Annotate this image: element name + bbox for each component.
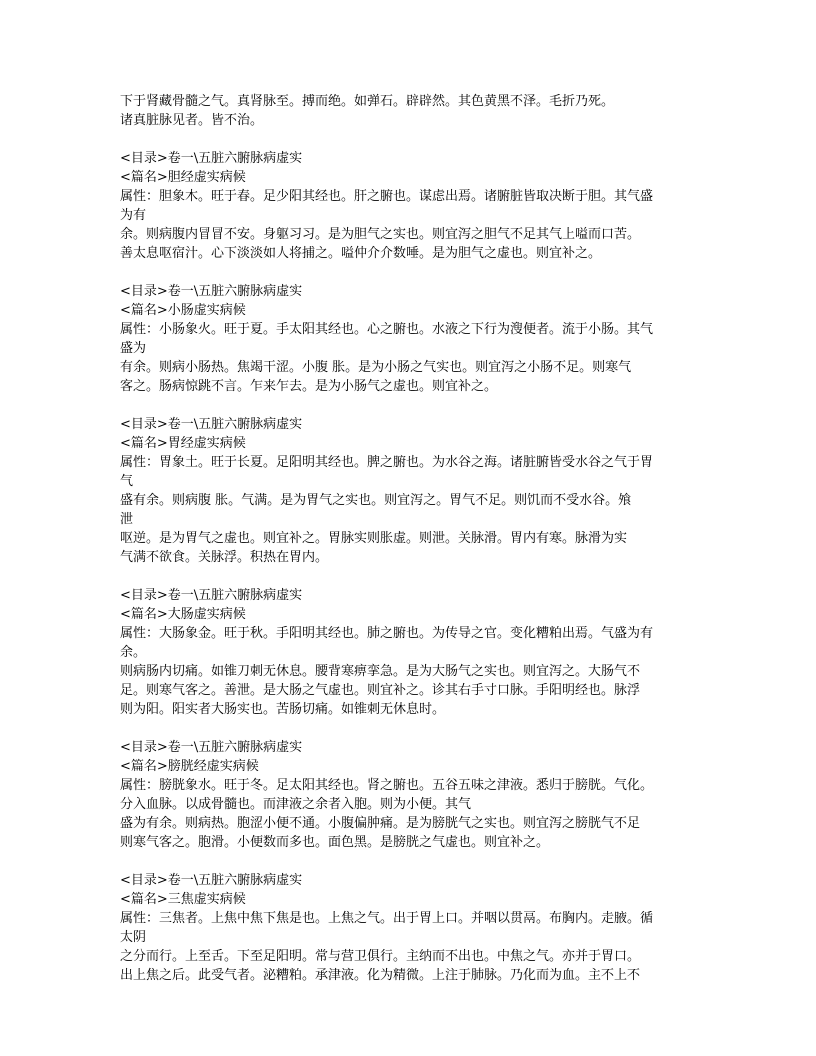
body-text-line: 气 <box>120 474 134 489</box>
body-text-line: 盛为有余。则病热。胞涩小便不通。小腹偏肿痛。是为膀胱气之实也。则宜泻之膀胱气不足 <box>120 816 641 831</box>
section-block <box>120 871 700 985</box>
body-text-line: 属性：膀胱象水。旺于冬。足太阳其经也。肾之腑也。五谷五味之津液。悉归于膀胱。气化。 <box>120 778 654 793</box>
body-text-line: 足。则寒气客之。善泄。是大肠之气虚也。则宜补之。诊其右手寸口脉。手阳明经也。脉浮 <box>120 683 641 698</box>
catalog-heading: <目录>卷一\五脏六腑脉病虚实 <box>120 151 303 166</box>
body-text-line: 分入血脉。以成骨髓也。而津液之余者入胞。则为小便。其气 <box>120 797 472 812</box>
body-text-line: 为有 <box>120 208 147 223</box>
body-text-line: 则寒气客之。胞滑。小便数而多也。面色黑。是膀胱之气虚也。则宜补之。 <box>120 835 550 850</box>
body-text-line: 太阴 <box>120 930 147 945</box>
body-text-line: 气满不欲食。关脉浮。积热在胃内。 <box>120 550 329 565</box>
paragraph-gap <box>120 852 700 871</box>
section-block <box>120 738 700 852</box>
section-block <box>120 415 700 567</box>
body-text-line: 有余。则病小肠热。焦竭干涩。小腹 胀。是为小肠之气实也。则宜泻之小肠不足。则寒气 <box>120 360 632 375</box>
body-text-line: 余。 <box>120 645 147 660</box>
body-text-line: 善太息呕宿汁。心下淡淡如人将捕之。嗌仲介介数唾。是为胆气之虚也。则宜补之。 <box>120 246 602 261</box>
body-text-line: 泄 <box>120 512 134 527</box>
section-block <box>120 149 700 263</box>
catalog-heading: <目录>卷一\五脏六腑脉病虚实 <box>120 284 303 299</box>
body-text-line: 余。则病腹内冒冒不安。身躯习习。是为胆气之实也。则宜泻之胆气不足其气上嗌而口苦。 <box>120 227 641 242</box>
body-text-line: 则病肠内切痛。如锥刀刺无休息。腰背寒痹挛急。是为大肠气之实也。则宜泻之。大肠气不 <box>120 664 641 679</box>
body-text-line: 属性：小肠象火。旺于夏。手太阳其经也。心之腑也。水液之下行为溲便者。流于小肠。其气 <box>120 322 654 337</box>
body-text-line: 之分而行。上至舌。下至足阳明。常与营卫俱行。主纳而不出也。中焦之气。亦并于胃口。 <box>120 949 641 964</box>
paragraph-gap <box>120 567 700 586</box>
chapter-title: <篇名>大肠虚实病候 <box>120 607 246 622</box>
intro-paragraph <box>120 92 700 130</box>
chapter-title: <篇名>胃经虚实病候 <box>120 436 246 451</box>
body-text-line: 诸真脏脉见者。皆不治。 <box>120 113 264 128</box>
paragraph-gap <box>120 130 700 149</box>
body-text-line: 客之。肠病惊跳不言。乍来乍去。是为小肠气之虚也。则宜补之。 <box>120 379 498 394</box>
paragraph-gap <box>120 719 700 738</box>
catalog-heading: <目录>卷一\五脏六腑脉病虚实 <box>120 417 303 432</box>
body-text-line: 属性：大肠象金。旺于秋。手阳明其经也。肺之腑也。为传导之官。变化糟粕出焉。气盛为有 <box>120 626 654 641</box>
body-text-line: 呕逆。是为胃气之虚也。则宜补之。胃脉实则胀虚。则泄。关脉滑。胃内有寒。脉滑为实 <box>120 531 628 546</box>
catalog-heading: <目录>卷一\五脏六腑脉病虚实 <box>120 740 303 755</box>
body-text-line: 属性：胃象土。旺于长夏。足阳明其经也。脾之腑也。为水谷之海。诸脏腑皆受水谷之气于胃 <box>120 455 654 470</box>
body-text-line: 盛有余。则病腹 胀。气满。是为胃气之实也。则宜泻之。胃气不足。则饥而不受水谷。飧 <box>120 493 632 508</box>
section-block <box>120 586 700 719</box>
body-text-line: 下于肾藏骨髓之气。真肾脉至。搏而绝。如弹石。辟辟然。其色黄黑不泽。毛折乃死。 <box>120 94 615 109</box>
section-block <box>120 282 700 396</box>
catalog-heading: <目录>卷一\五脏六腑脉病虚实 <box>120 588 303 603</box>
chapter-title: <篇名>胆经虚实病候 <box>120 170 246 185</box>
document-page <box>120 92 700 985</box>
chapter-title: <篇名>膀胱经虚实病候 <box>120 759 259 774</box>
body-text-line: 盛为 <box>120 341 147 356</box>
chapter-title: <篇名>小肠虚实病候 <box>120 303 246 318</box>
body-text-line: 属性：胆象木。旺于春。足少阳其经也。肝之腑也。谋虑出焉。诸腑脏皆取决断于胆。其气盛 <box>120 189 654 204</box>
catalog-heading: <目录>卷一\五脏六腑脉病虚实 <box>120 873 303 888</box>
body-text-line: 出上焦之后。此受气者。泌糟粕。承津液。化为精微。上注于肺脉。乃化而为血。主不上不 <box>120 968 641 983</box>
paragraph-gap <box>120 396 700 415</box>
paragraph-gap <box>120 263 700 282</box>
body-text-line: 属性：三焦者。上焦中焦下焦是也。上焦之气。出于胃上口。并咽以贯鬲。布胸内。走腋。循 <box>120 911 654 926</box>
sections-container <box>120 130 700 985</box>
body-text-line: 则为阳。阳实者大肠实也。苦肠切痛。如锥刺无休息时。 <box>120 702 446 717</box>
chapter-title: <篇名>三焦虚实病候 <box>120 892 246 907</box>
